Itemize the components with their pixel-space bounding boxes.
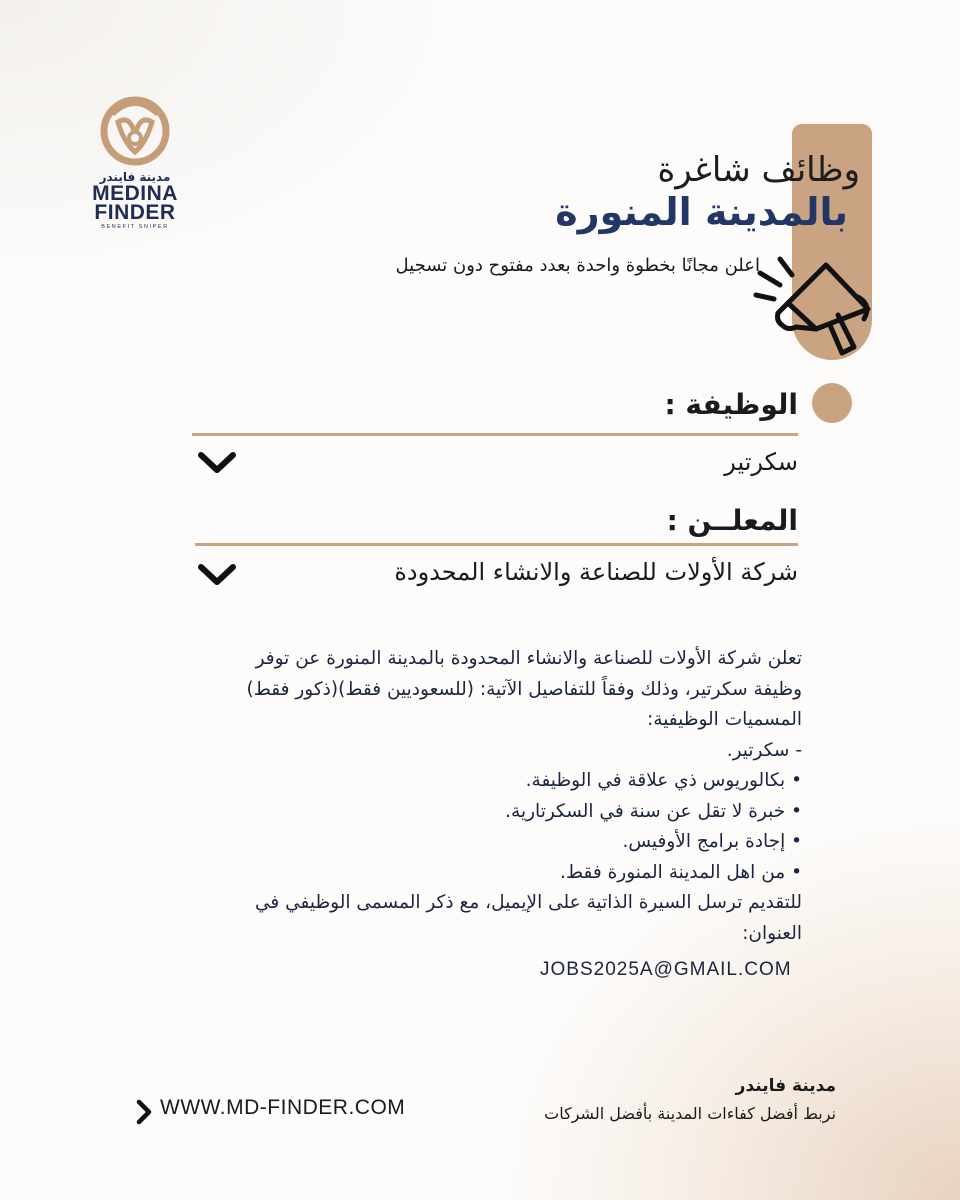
logo-tagline: BENEFIT SNIPER xyxy=(101,224,169,230)
job-value: سكرتير xyxy=(724,448,798,476)
advertiser-value: شركة الأولات للصناعة والانشاء المحدودة xyxy=(394,558,798,586)
logo-name-line1: MEDINA xyxy=(92,182,178,205)
description-line: العنوان: xyxy=(742,922,802,944)
advertiser-divider xyxy=(195,543,798,546)
footer-slogan: نربط أفضل كفاءات المدينة بأفضل الشركات xyxy=(544,1104,836,1123)
website-link[interactable]: WWW.MD-FINDER.COM xyxy=(160,1096,406,1119)
logo-arabic-name: مدينة فايندر xyxy=(99,170,171,184)
chevron-down-icon xyxy=(197,562,237,588)
logo-mark xyxy=(98,94,172,168)
description-line: وظيفة سكرتير، وذلك وفقاً للتفاصيل الآتية: (للسعوديين فقط)(ذكور فقط) xyxy=(246,678,802,700)
brand-logo xyxy=(92,94,178,244)
description-line: • إجادة برامج الأوفيس. xyxy=(622,831,802,852)
logo-name-line2: FINDER xyxy=(94,201,176,224)
description-line: المسميات الوظيفية: xyxy=(647,709,802,730)
megaphone-icon xyxy=(752,255,882,365)
description-line: • من اهل المدينة المنورة فقط. xyxy=(560,861,802,883)
heading-subtitle: اعلن مجانًا بخطوة واحدة بعدد مفتوح دون تسجيل xyxy=(395,255,760,276)
heading-line2: بالمدينة المنورة xyxy=(555,190,848,234)
heading-line1: وظائف شاغرة xyxy=(657,150,860,190)
advertiser-label: المعلــن : xyxy=(666,504,798,537)
footer-brand-name: مدينة فايندر xyxy=(735,1076,836,1096)
chevron-right-icon xyxy=(134,1097,154,1127)
job-label: الوظيفة : xyxy=(664,388,798,421)
chevron-down-icon xyxy=(197,450,237,476)
job-divider xyxy=(192,433,798,436)
description-line: • بكالوريوس ذي علاقة في الوظيفة. xyxy=(525,770,802,791)
job-description xyxy=(152,644,802,949)
description-line: - سكرتير. xyxy=(726,739,802,761)
contact-email[interactable]: JOBS2025A@GMAIL.COM xyxy=(540,959,792,980)
description-line: تعلن شركة الأولات للصناعة والانشاء المحدودة بالمدينة المنورة عن توفر xyxy=(255,648,802,669)
description-line: للتقديم ترسل السيرة الذاتية على الإيميل، مع ذكر المسمى الوظيفي في xyxy=(254,892,802,913)
description-line: • خبرة لا تقل عن سنة في السكرتارية. xyxy=(505,800,802,822)
exclamation-dot-decoration xyxy=(812,383,852,423)
